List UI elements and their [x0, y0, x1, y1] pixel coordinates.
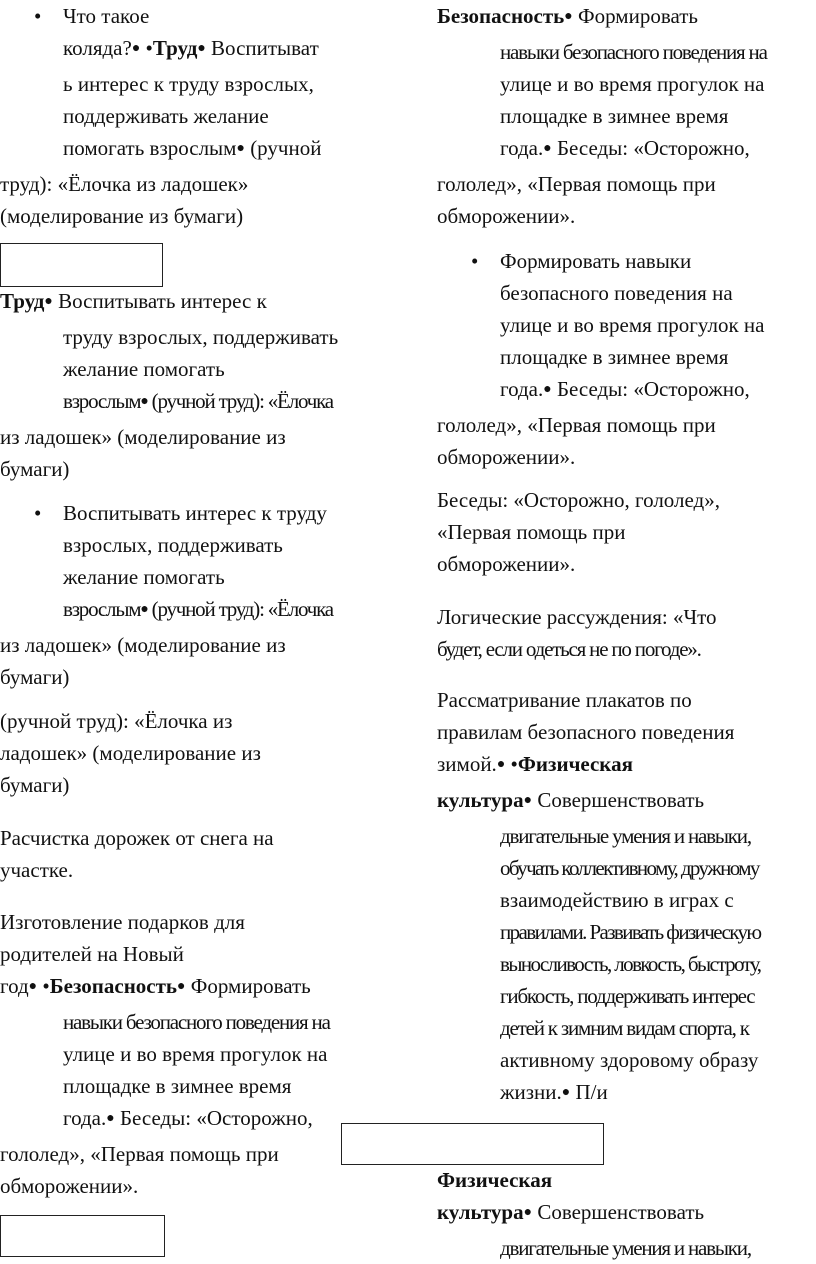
text-line: будет, если одеться не по погоде». [437, 637, 701, 661]
text-line: труд): «Ёлочка из ладошек» [0, 172, 249, 196]
text-line: взрослых, поддерживать [63, 533, 283, 557]
text-line: из ладошек» (моделирование из [0, 425, 286, 449]
text-line: зимой.● •Физическая [437, 752, 633, 776]
text-line: взрослым● (ручной труд): «Ёлочка [63, 389, 333, 413]
text-line: труду взрослых, поддерживать [63, 325, 339, 349]
text-line: культура● Совершенствовать [437, 788, 705, 812]
text-line: бумаги) [0, 457, 70, 481]
left-block-5 [0, 822, 400, 886]
left-block-3 [0, 497, 400, 693]
text-line: правилам безопасного поведения [437, 720, 735, 744]
text-line: ь интерес к труду взрослых, [63, 72, 314, 96]
text-line: желание помогать [63, 565, 225, 589]
text-line: Физическая [437, 1168, 553, 1192]
text-line: Воспитывать интерес к труду [63, 501, 327, 525]
text-line: года.● Беседы: «Осторожно, [500, 136, 750, 160]
right-block-2 [437, 245, 816, 473]
text-line: обучать коллективному, дружному [500, 856, 759, 880]
text-line: правилами. Развивать физическую [500, 920, 761, 944]
text-line: навыки безопасного поведения на [500, 40, 767, 64]
text-line: Труд● Воспитывать интерес к [0, 289, 267, 313]
text-line: обморожении». [437, 445, 576, 469]
bullet: • [471, 249, 479, 273]
text-line: двигательные умения и навыки, [500, 1236, 751, 1260]
text-line: «Первая помощь при [437, 520, 626, 544]
text-line: желание помогать [63, 357, 225, 381]
text-line: выносливость, ловкость, быстроту, [500, 952, 761, 976]
text-line: площадке в зимнее время [500, 345, 729, 369]
text-line: ладошек» (моделирование из [0, 741, 261, 765]
text-line: взрослым● (ручной труд): «Ёлочка [63, 597, 333, 621]
text-line: года.● Беседы: «Осторожно, [500, 377, 750, 401]
right-block-3 [437, 484, 816, 580]
text-line: безопасного поведения на [500, 281, 733, 305]
left-block-4 [0, 705, 400, 801]
empty-box [0, 1215, 165, 1257]
right-block-5 [437, 684, 816, 1112]
text-line: гололед», «Первая помощь при [0, 1142, 279, 1166]
text-line: (ручной труд): «Ёлочка из [0, 709, 233, 733]
bullet: • [34, 4, 42, 28]
text-line: навыки безопасного поведения на [63, 1010, 330, 1034]
empty-box [0, 243, 163, 287]
text-line: бумаги) [0, 665, 70, 689]
text-line: площадке в зимнее время [500, 104, 729, 128]
text-line: Рассматривание плакатов по [437, 688, 692, 712]
text-line: Формировать навыки [500, 249, 692, 273]
text-line: улице и во время прогулок на [500, 72, 765, 96]
text-line: улице и во время прогулок на [63, 1042, 328, 1066]
text-line: гибкость, поддерживать интерес [500, 984, 755, 1008]
text-line: (моделирование из бумаги) [0, 204, 244, 228]
text-line: помогать взрослым● (ручной [63, 136, 322, 160]
text-line: обморожении». [437, 552, 576, 576]
text-line: коляда?● •Труд● Воспитыват [63, 36, 319, 60]
text-line: года.● Беседы: «Осторожно, [63, 1106, 313, 1130]
right-block-4 [437, 601, 816, 665]
text-line: Логические рассуждения: «Что [437, 605, 717, 629]
text-line: активному здоровому образу [500, 1048, 759, 1072]
text-line: площадке в зимнее время [63, 1074, 292, 1098]
text-line: обморожении». [437, 204, 576, 228]
left-block-2 [0, 285, 400, 485]
bullet: • [34, 501, 42, 525]
text-line: поддерживать желание [63, 104, 269, 128]
right-block-1 [437, 0, 816, 232]
text-line: Безопасность● Формировать [437, 4, 698, 28]
text-line: жизни.● П/и [500, 1080, 608, 1104]
text-line: двигательные умения и навыки, [500, 824, 751, 848]
text-line: обморожении». [0, 1174, 139, 1198]
text-line: улице и во время прогулок на [500, 313, 765, 337]
text-line: гололед», «Первая помощь при [437, 172, 716, 196]
text-line: участке. [0, 858, 74, 882]
right-block-6 [437, 1164, 816, 1264]
text-line: бумаги) [0, 773, 70, 797]
text-line: детей к зимним видам спорта, к [500, 1016, 749, 1040]
text-line: Расчистка дорожек от снега на [0, 826, 274, 850]
text-line: Что такое [63, 4, 150, 28]
text-line: год● •Безопасность● Формировать [0, 974, 311, 998]
left-block-6 [0, 906, 400, 1202]
text-line: взаимодействию в играх с [500, 888, 734, 912]
text-line: родителей на Новый [0, 942, 184, 966]
text-line: Беседы: «Осторожно, гололед», [437, 488, 720, 512]
text-line: из ладошек» (моделирование из [0, 633, 286, 657]
text-line: культура● Совершенствовать [437, 1200, 705, 1224]
text-line: Изготовление подарков для [0, 910, 245, 934]
left-block-1 [0, 0, 400, 232]
text-line: гололед», «Первая помощь при [437, 413, 716, 437]
empty-box [341, 1123, 604, 1165]
